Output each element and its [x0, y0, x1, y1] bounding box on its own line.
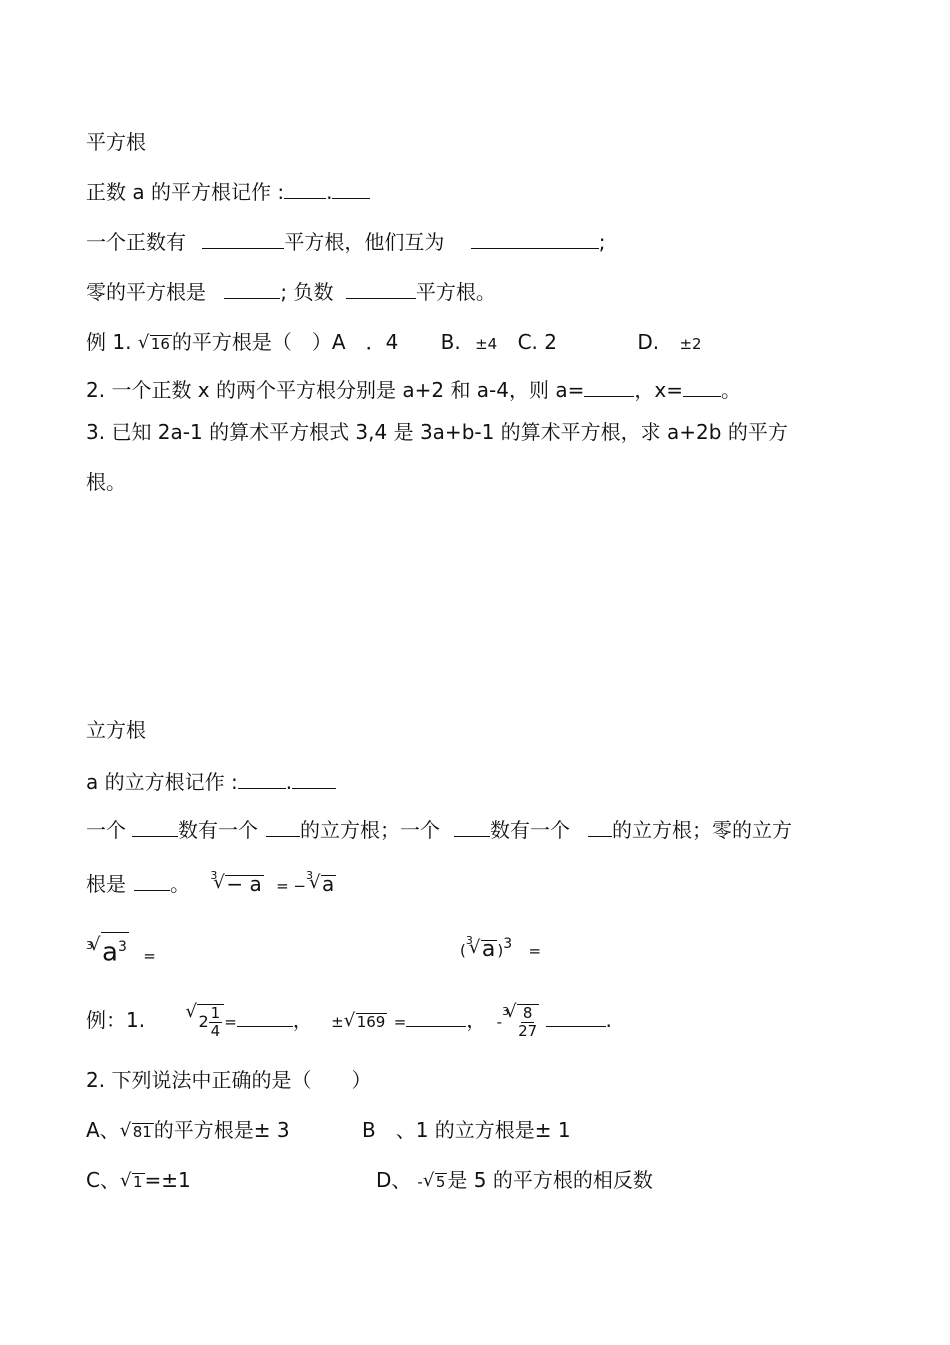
cube-root-neg-a: $^3$√ − a — [210, 872, 263, 896]
sqrt-1: √ 1 — [132, 1173, 145, 1191]
cube-root-fraction: √ $\frac{8}{27}$ — [517, 1004, 539, 1040]
sqrt-notation-line: 正数 a 的平方根记作 : . — [86, 180, 370, 204]
answer-blank[interactable] — [588, 818, 612, 837]
answer-blank[interactable] — [406, 1008, 466, 1027]
sqrt-169: √ 169 — [356, 1013, 388, 1031]
sqrt-16: √ 16 — [150, 335, 172, 353]
example-3: 3. 已知 2a-1 的算术平方根式 3,4 是 3a+b-1 的算术平方根，求 a+2b 的平方 — [86, 420, 788, 444]
cube-root-of-a-cubed: $^3$√ $a^3$ = — [86, 932, 156, 970]
sqrt-mixed-fraction: √ 2 $\frac{1}{4}$ — [197, 1004, 224, 1040]
option-d: D、 -√ 5 是 5 的平方根的相反数 — [376, 1168, 653, 1194]
answer-blank[interactable] — [238, 770, 286, 789]
answer-blank[interactable] — [266, 818, 300, 837]
answer-blank[interactable] — [237, 1008, 293, 1027]
answer-blank[interactable] — [292, 770, 336, 789]
answer-blank[interactable] — [134, 872, 170, 891]
option-b: B 、1 的立方根是± 1 — [362, 1118, 571, 1142]
answer-blank[interactable] — [332, 180, 370, 199]
cube-root-a: $^3$√ a — [306, 872, 336, 896]
answer-blank[interactable] — [132, 818, 178, 837]
section-title-square-root: 平方根 — [86, 130, 146, 154]
example-2: 2. 一个正数 x 的两个平方根分别是 a+2 和 a-4，则 a= ，x= 。 — [86, 378, 741, 402]
sqrt-5: √ 5 — [435, 1173, 448, 1191]
question-2: 2. 下列说法中正确的是（ ） — [86, 1068, 372, 1092]
cube-root-identity-line: 根是 。 $^3$√ − a = −$^3$√ a — [86, 872, 336, 900]
answer-blank[interactable] — [454, 818, 490, 837]
option-a: A、√ 81 的平方根是± 3 — [86, 1118, 290, 1142]
cube-root-property-line: 一个 数有一个 的立方根；一个 数有一个 的立方根；零的立方 — [86, 818, 792, 842]
answer-blank[interactable] — [346, 280, 416, 299]
example-3-cont: 根。 — [86, 470, 126, 494]
answer-blank[interactable] — [284, 180, 326, 199]
option-c: C、√ 1 =±1 — [86, 1168, 191, 1192]
cube-root-a-cubed: ($^3$√ a )$^3$ = — [460, 932, 541, 965]
answer-blank[interactable] — [584, 378, 634, 397]
answer-blank[interactable] — [546, 1008, 606, 1027]
answer-blank[interactable] — [202, 230, 284, 249]
example-1: 例 1. √ 16 的平方根是（ ）A ．4 B. ±4 C. 2 D. ±2 — [86, 330, 702, 356]
section-title-cube-root: 立方根 — [86, 718, 146, 742]
answer-blank[interactable] — [471, 230, 599, 249]
cube-root-notation-line: a 的立方根记作 : . — [86, 770, 336, 794]
sqrt-81: √ 81 — [132, 1123, 154, 1141]
zero-negative-line: 零的平方根是 ; 负数 平方根。 — [86, 280, 496, 304]
answer-blank[interactable] — [224, 280, 280, 299]
answer-blank[interactable] — [683, 378, 721, 397]
positive-number-line: 一个正数有 平方根，他们互为 ; — [86, 230, 606, 254]
cube-root-examples: 例：1. √ 2 $\frac{1}{4}$ = ， ±√ 169 = ， -$^3$ √ $\frac{8}{27}$ . — [86, 1004, 612, 1040]
